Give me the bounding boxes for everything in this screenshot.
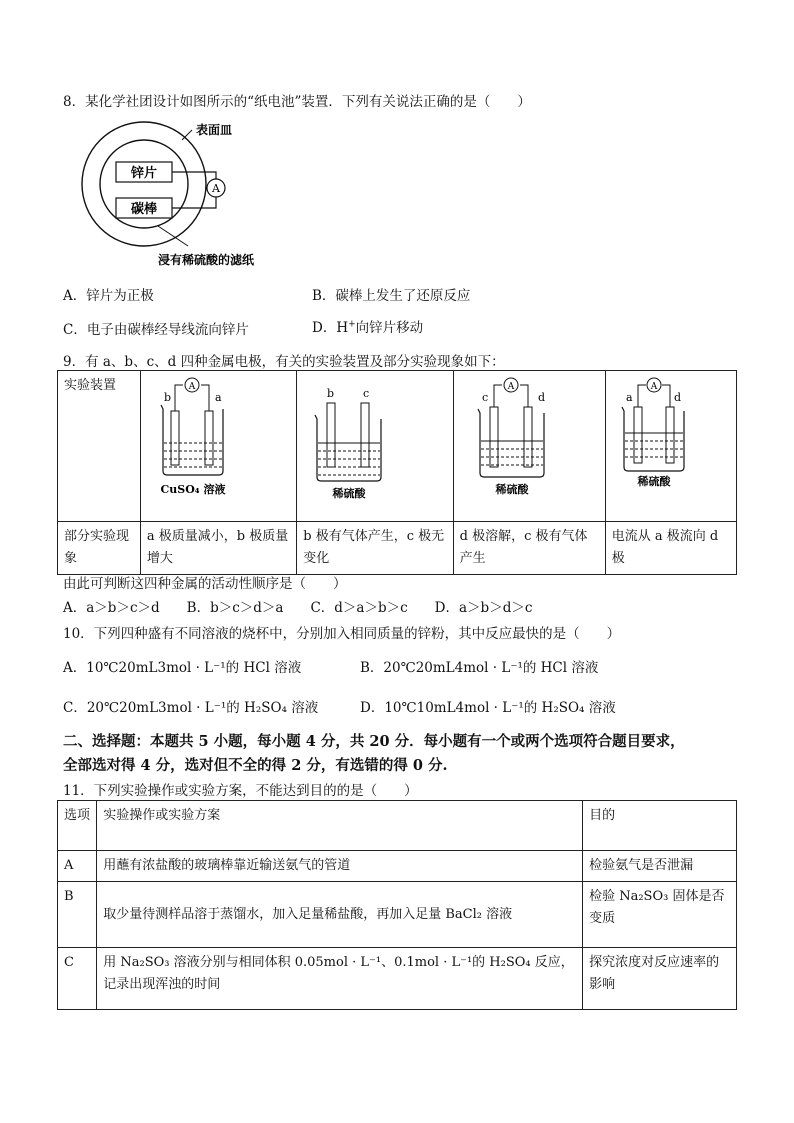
q11-table [57, 800, 737, 1010]
ammeter-label: A [212, 182, 220, 195]
phenomenon-4: 电流从 a 极流向 d 极 [605, 522, 736, 575]
q8-option-d[interactable] [312, 316, 423, 336]
q11-row-c-option: C [58, 948, 97, 1010]
phenomenon-3: d 极溶解，c 极有气体产生 [453, 522, 605, 575]
solution-label: 稀硫酸 [637, 475, 671, 488]
beaker-3 [478, 409, 544, 477]
electrode-right-label: d [537, 391, 545, 404]
section-2-heading-line1: 二、选择题：本题共 5 小题，每小题 4 分，共 20 分．每小题有一个或两个选项符合题目要求， [63, 733, 685, 750]
phenomenon-2: b 极有气体产生，c 极无变化 [297, 522, 453, 575]
apparatus-2 [297, 371, 453, 522]
q9-options[interactable]: A．a＞b＞c＞d B．b＞c＞d＞a C．d＞a＞b＞c D．a＞b＞d＞c [63, 600, 533, 616]
q9-table [57, 370, 737, 575]
table-row [58, 882, 737, 948]
q8-option-a[interactable]: A．锌片为正极 [63, 288, 154, 304]
zinc-label: 锌片 [130, 166, 158, 181]
q8-option-d-prefix: D．H [312, 320, 349, 336]
paper-battery-figure [70, 118, 290, 268]
q11-row-c-operation: 用 Na₂SO₃ 溶液分别与相同体积 0.05mol · L⁻¹、0.1mol · L⁻¹的 H₂SO₄ 反应，记录出现浑浊的时间 [97, 948, 583, 1010]
phenomenon-1: a 极质量减小，b 极质量增大 [140, 522, 296, 575]
q11-row-b-goal: 检验 Na₂SO₃ 固体是否变质 [583, 882, 737, 948]
ammeter-icon: A [650, 382, 658, 392]
q8-option-d-suffix: 向锌片移动 [355, 320, 424, 336]
q8-stem: 8．某化学社团设计如图所示的“纸电池”装置．下列有关说法正确的是（ ） [63, 94, 531, 110]
ammeter-icon: A [507, 382, 514, 392]
q9-row1-header: 实验装置 [58, 371, 141, 522]
electrode-left-label: c [481, 391, 488, 404]
q8-option-d-sup: + [348, 319, 356, 330]
q10-option-d[interactable]: D．10℃10mL4mol · L⁻¹的 H₂SO₄ 溶液 [360, 700, 616, 716]
table-row [58, 948, 737, 1010]
q9-conclusion: 由此可判断这四种金属的活动性顺序是（ ） [63, 576, 347, 592]
paper-label: 浸有稀硫酸的滤纸 [158, 253, 255, 267]
q9-stem: 9．有 a、b、c、d 四种金属电极，有关的实验装置及部分实验现象如下： [63, 354, 505, 370]
dish-label: 表面皿 [196, 123, 233, 137]
apparatus-3 [453, 371, 605, 522]
electrode-right-label: c [363, 387, 370, 400]
apparatus-1 [140, 371, 296, 522]
solution-label: 稀硫酸 [332, 487, 366, 500]
q10-option-a[interactable]: A．10℃20mL3mol · L⁻¹的 HCl 溶液 [63, 660, 302, 676]
q11-row-c-goal: 探究浓度对反应速率的影响 [583, 948, 737, 1010]
section-2-heading-line2: 全部选对得 4 分，选对但不全的得 2 分，有选错的得 0 分. [63, 757, 448, 774]
electrode-left-label: a [625, 391, 633, 404]
beaker-4 [622, 407, 684, 471]
q8-option-c[interactable]: C．电子由碳棒经导线流向锌片 [63, 322, 249, 338]
electrode-right-label: a [214, 391, 222, 404]
apparatus-4 [605, 371, 736, 522]
q11-header-goal: 目的 [583, 801, 737, 851]
q11-row-b-operation: 取少量待测样品溶于蒸馏水，加入足量稀盐酸，再加入足量 BaCl₂ 溶液 [97, 882, 583, 948]
beaker-diagram-4 [606, 371, 730, 513]
q11-header-operation: 实验操作或实验方案 [97, 801, 583, 851]
beaker-diagram-2 [297, 371, 445, 513]
q11-row-b-option: B [58, 882, 97, 948]
q11-stem: 11．下列实验操作或实验方案，不能达到目的的是（ ） [63, 783, 418, 799]
q10-option-b[interactable]: B．20℃20mL4mol · L⁻¹的 HCl 溶液 [360, 660, 599, 676]
beaker-diagram-1 [141, 371, 289, 513]
electrode-right-label: d [673, 391, 681, 404]
q11-row-a-goal: 检验氨气是否泄漏 [583, 851, 737, 882]
carbon-label: 碳棒 [130, 202, 158, 217]
beaker-1 [161, 405, 223, 475]
q11-header-option: 选项 [58, 801, 97, 851]
q10-option-c[interactable]: C．20℃20mL3mol · L⁻¹的 H₂SO₄ 溶液 [63, 700, 319, 716]
table-row [58, 851, 737, 882]
q11-row-a-option: A [58, 851, 97, 882]
electrode-left-label: b [163, 391, 171, 404]
solution-label: CuSO₄ 溶液 [160, 483, 226, 496]
electrode-left-label: b [327, 387, 335, 400]
beaker-diagram-3 [454, 371, 598, 513]
q11-row-a-operation: 用蘸有浓盐酸的玻璃棒靠近输送氨气的管道 [97, 851, 583, 882]
beaker-2 [315, 415, 381, 481]
solution-label: 稀硫酸 [495, 483, 529, 496]
q10-stem: 10．下列四种盛有不同溶液的烧杯中，分别加入相同质量的锌粉，其中反应最快的是（ ） [63, 626, 621, 642]
q8-option-b[interactable]: B．碳棒上发生了还原反应 [312, 288, 471, 304]
q9-row2-header: 部分实验现象 [58, 522, 141, 575]
ammeter-icon: A [188, 382, 196, 392]
